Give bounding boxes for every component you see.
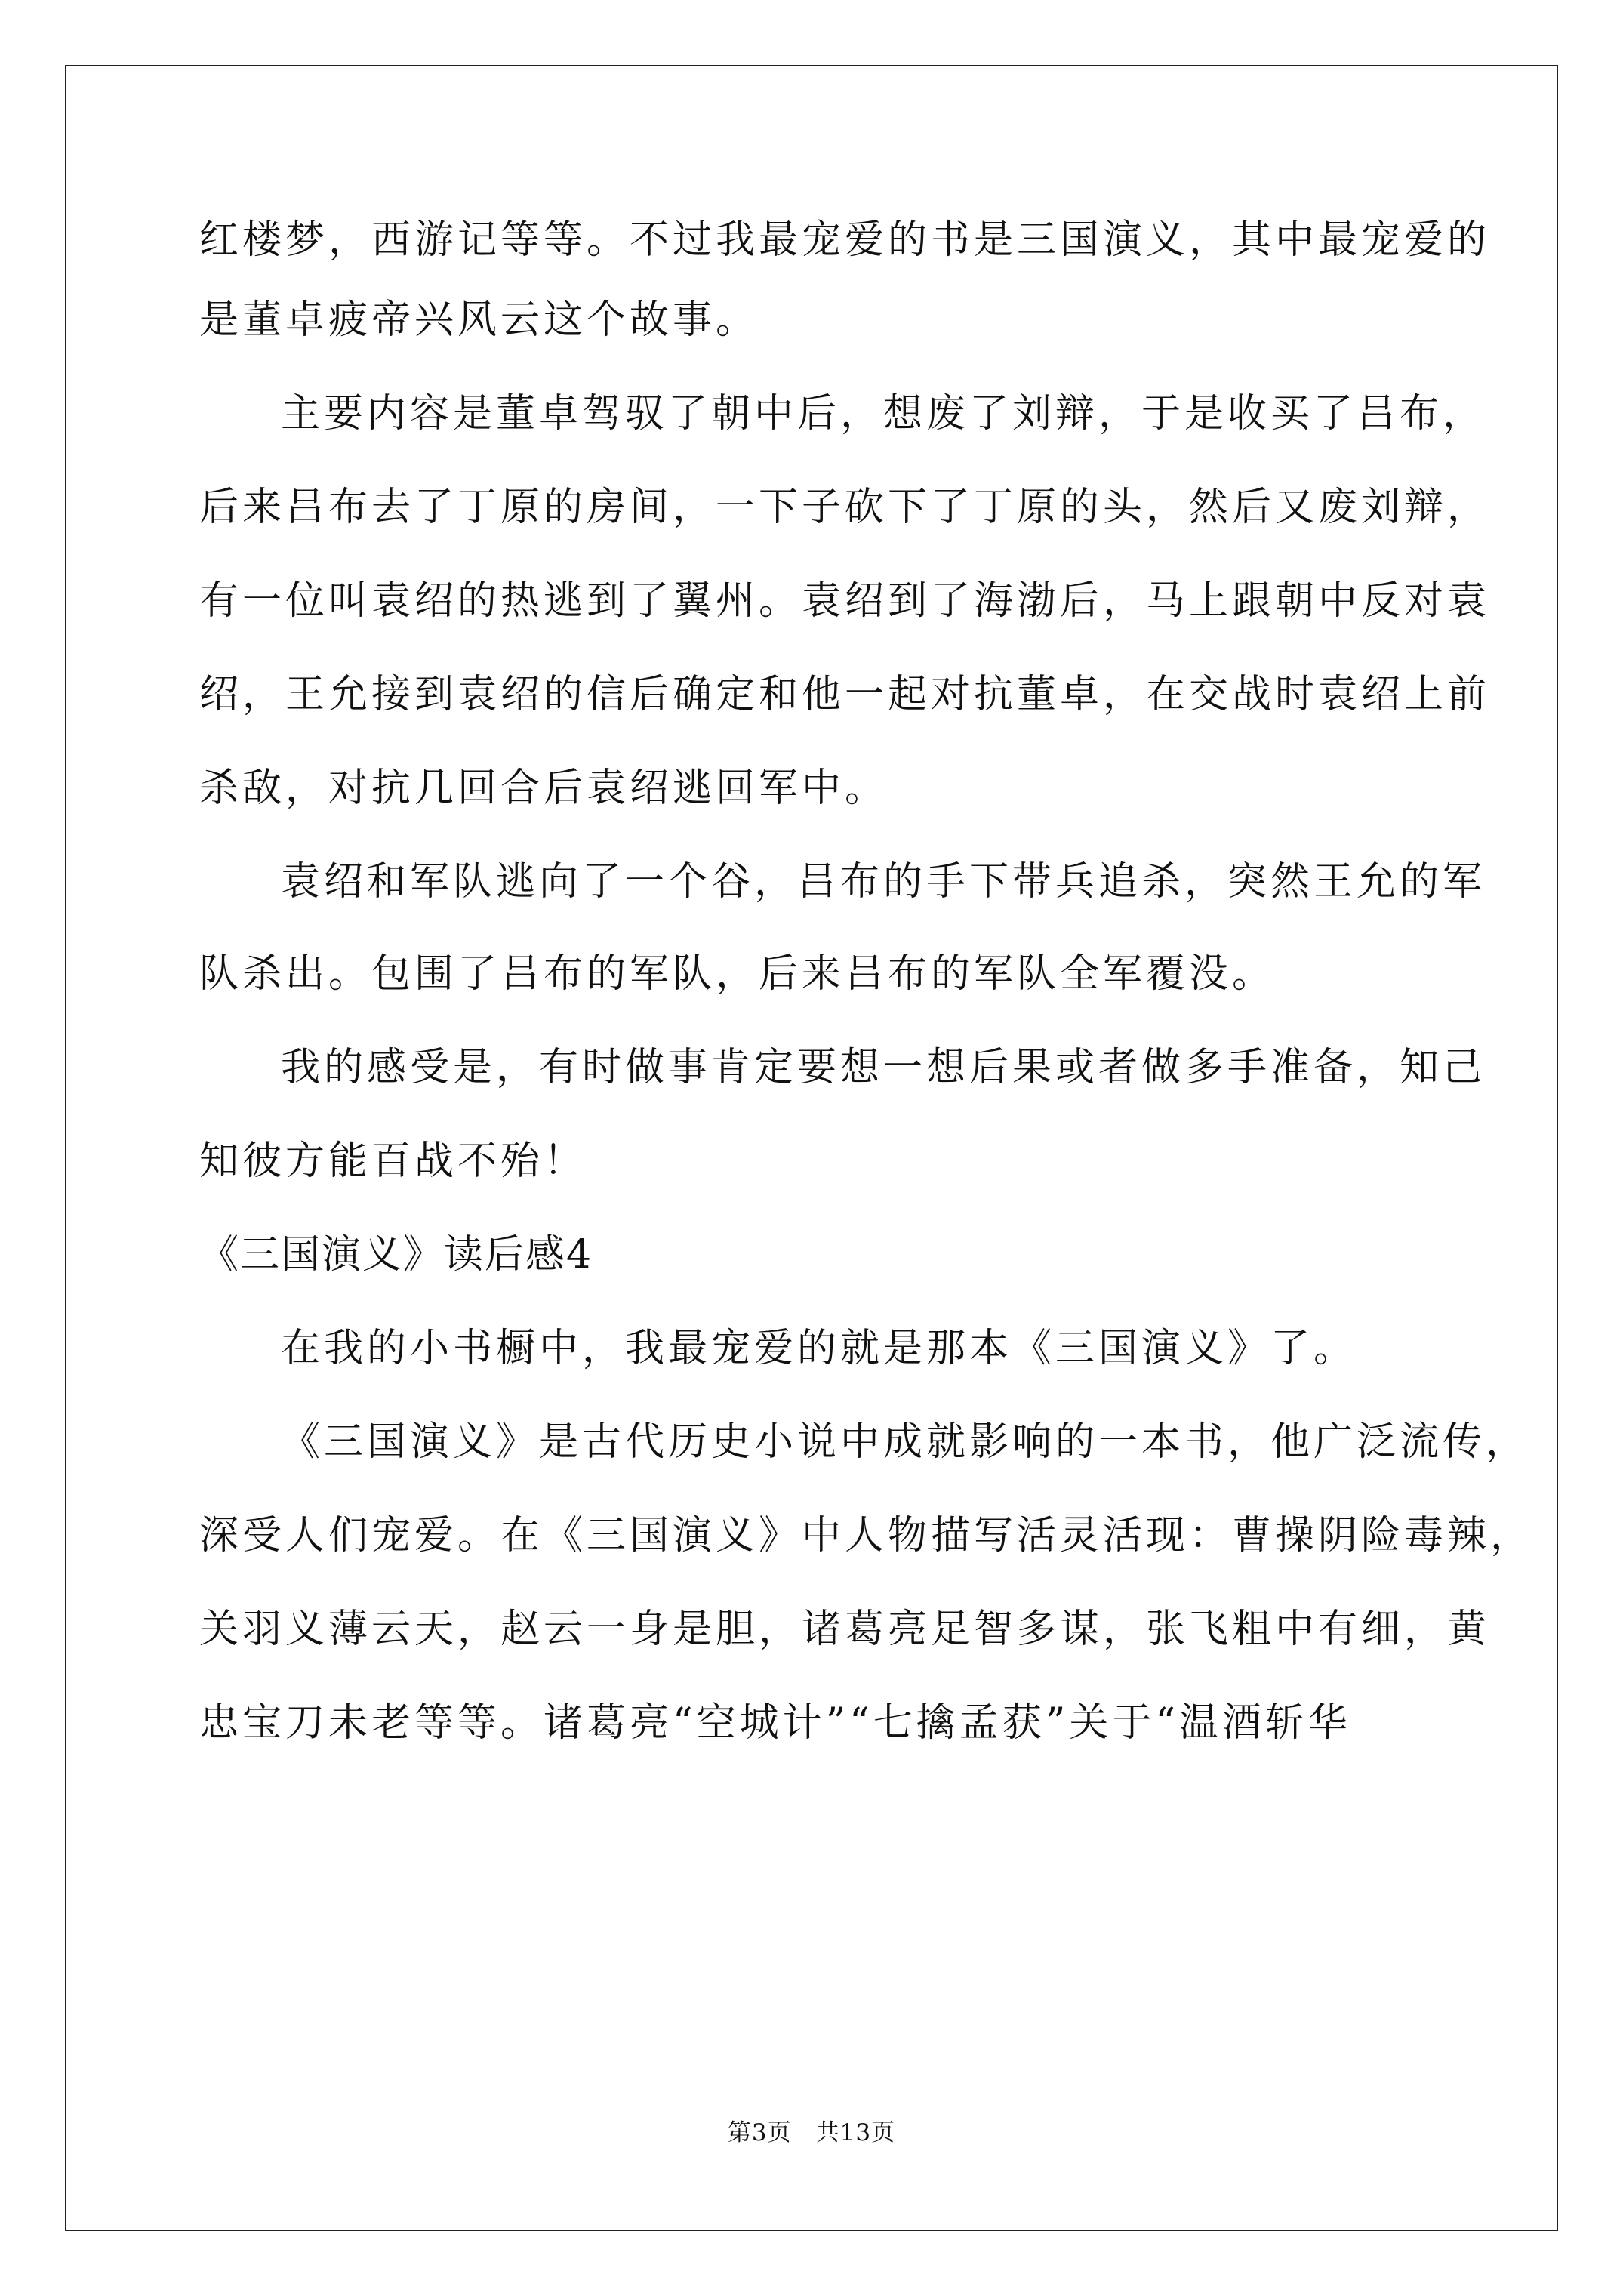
text-line: 后来吕布去了丁原的房间，一下子砍下了丁原的头，然后又废刘辩， — [199, 485, 1491, 530]
paragraph-start-line: 我的感受是，有时做事肯定要想一想后果或者做多手准备，知己 — [281, 1045, 1486, 1090]
text-line: 红楼梦，西游记等等。不过我最宠爱的书是三国演义，其中最宠爱的 — [199, 217, 1491, 263]
text-line: 有一位叫袁绍的热逃到了翼州。袁绍到了海渤后，马上跟朝中反对袁 — [199, 578, 1491, 624]
paragraph-start-line: 袁绍和军队逃向了一个谷，吕布的手下带兵追杀，突然王允的军 — [281, 859, 1486, 905]
paragraph-start-line: 主要内容是董卓驾驭了朝中后，想废了刘辩，于是收买了吕布， — [281, 391, 1486, 436]
text-line: 是董卓疲帝兴风云这个故事。 — [199, 297, 759, 343]
paragraph-start-line: 在我的小书橱中，我最宠爱的就是那本《三国演义》了。 — [281, 1326, 1357, 1371]
text-line: 知彼方能百战不殆！ — [199, 1139, 587, 1184]
text-line: 杀敌，对抗几回合后袁绍逃回军中。 — [199, 766, 888, 811]
text-line: 队杀出。包围了吕布的军队，后来吕布的军队全军覆没。 — [199, 951, 1276, 997]
section-heading: 《三国演义》读后感4 — [199, 1232, 593, 1277]
text-line: 绍，王允接到袁绍的信后确定和他一起对抗董卓，在交战时袁绍上前 — [199, 672, 1491, 717]
text-line: 深受人们宠爱。在《三国演义》中人物描写活灵活现：曹操阴险毒辣， — [199, 1513, 1534, 1558]
page-number-footer: 第3页 共13页 — [727, 2119, 896, 2147]
text-line: 关羽义薄云天，赵云一身是胆，诸葛亮足智多谋，张飞粗中有细，黄 — [199, 1607, 1491, 1652]
paragraph-start-line: 《三国演义》是古代历史小说中成就影响的一本书，他广泛流传， — [281, 1419, 1529, 1465]
text-line: 忠宝刀未老等等。诸葛亮“空城计”“七擒孟获”关于“温酒斩华 — [199, 1700, 1351, 1746]
